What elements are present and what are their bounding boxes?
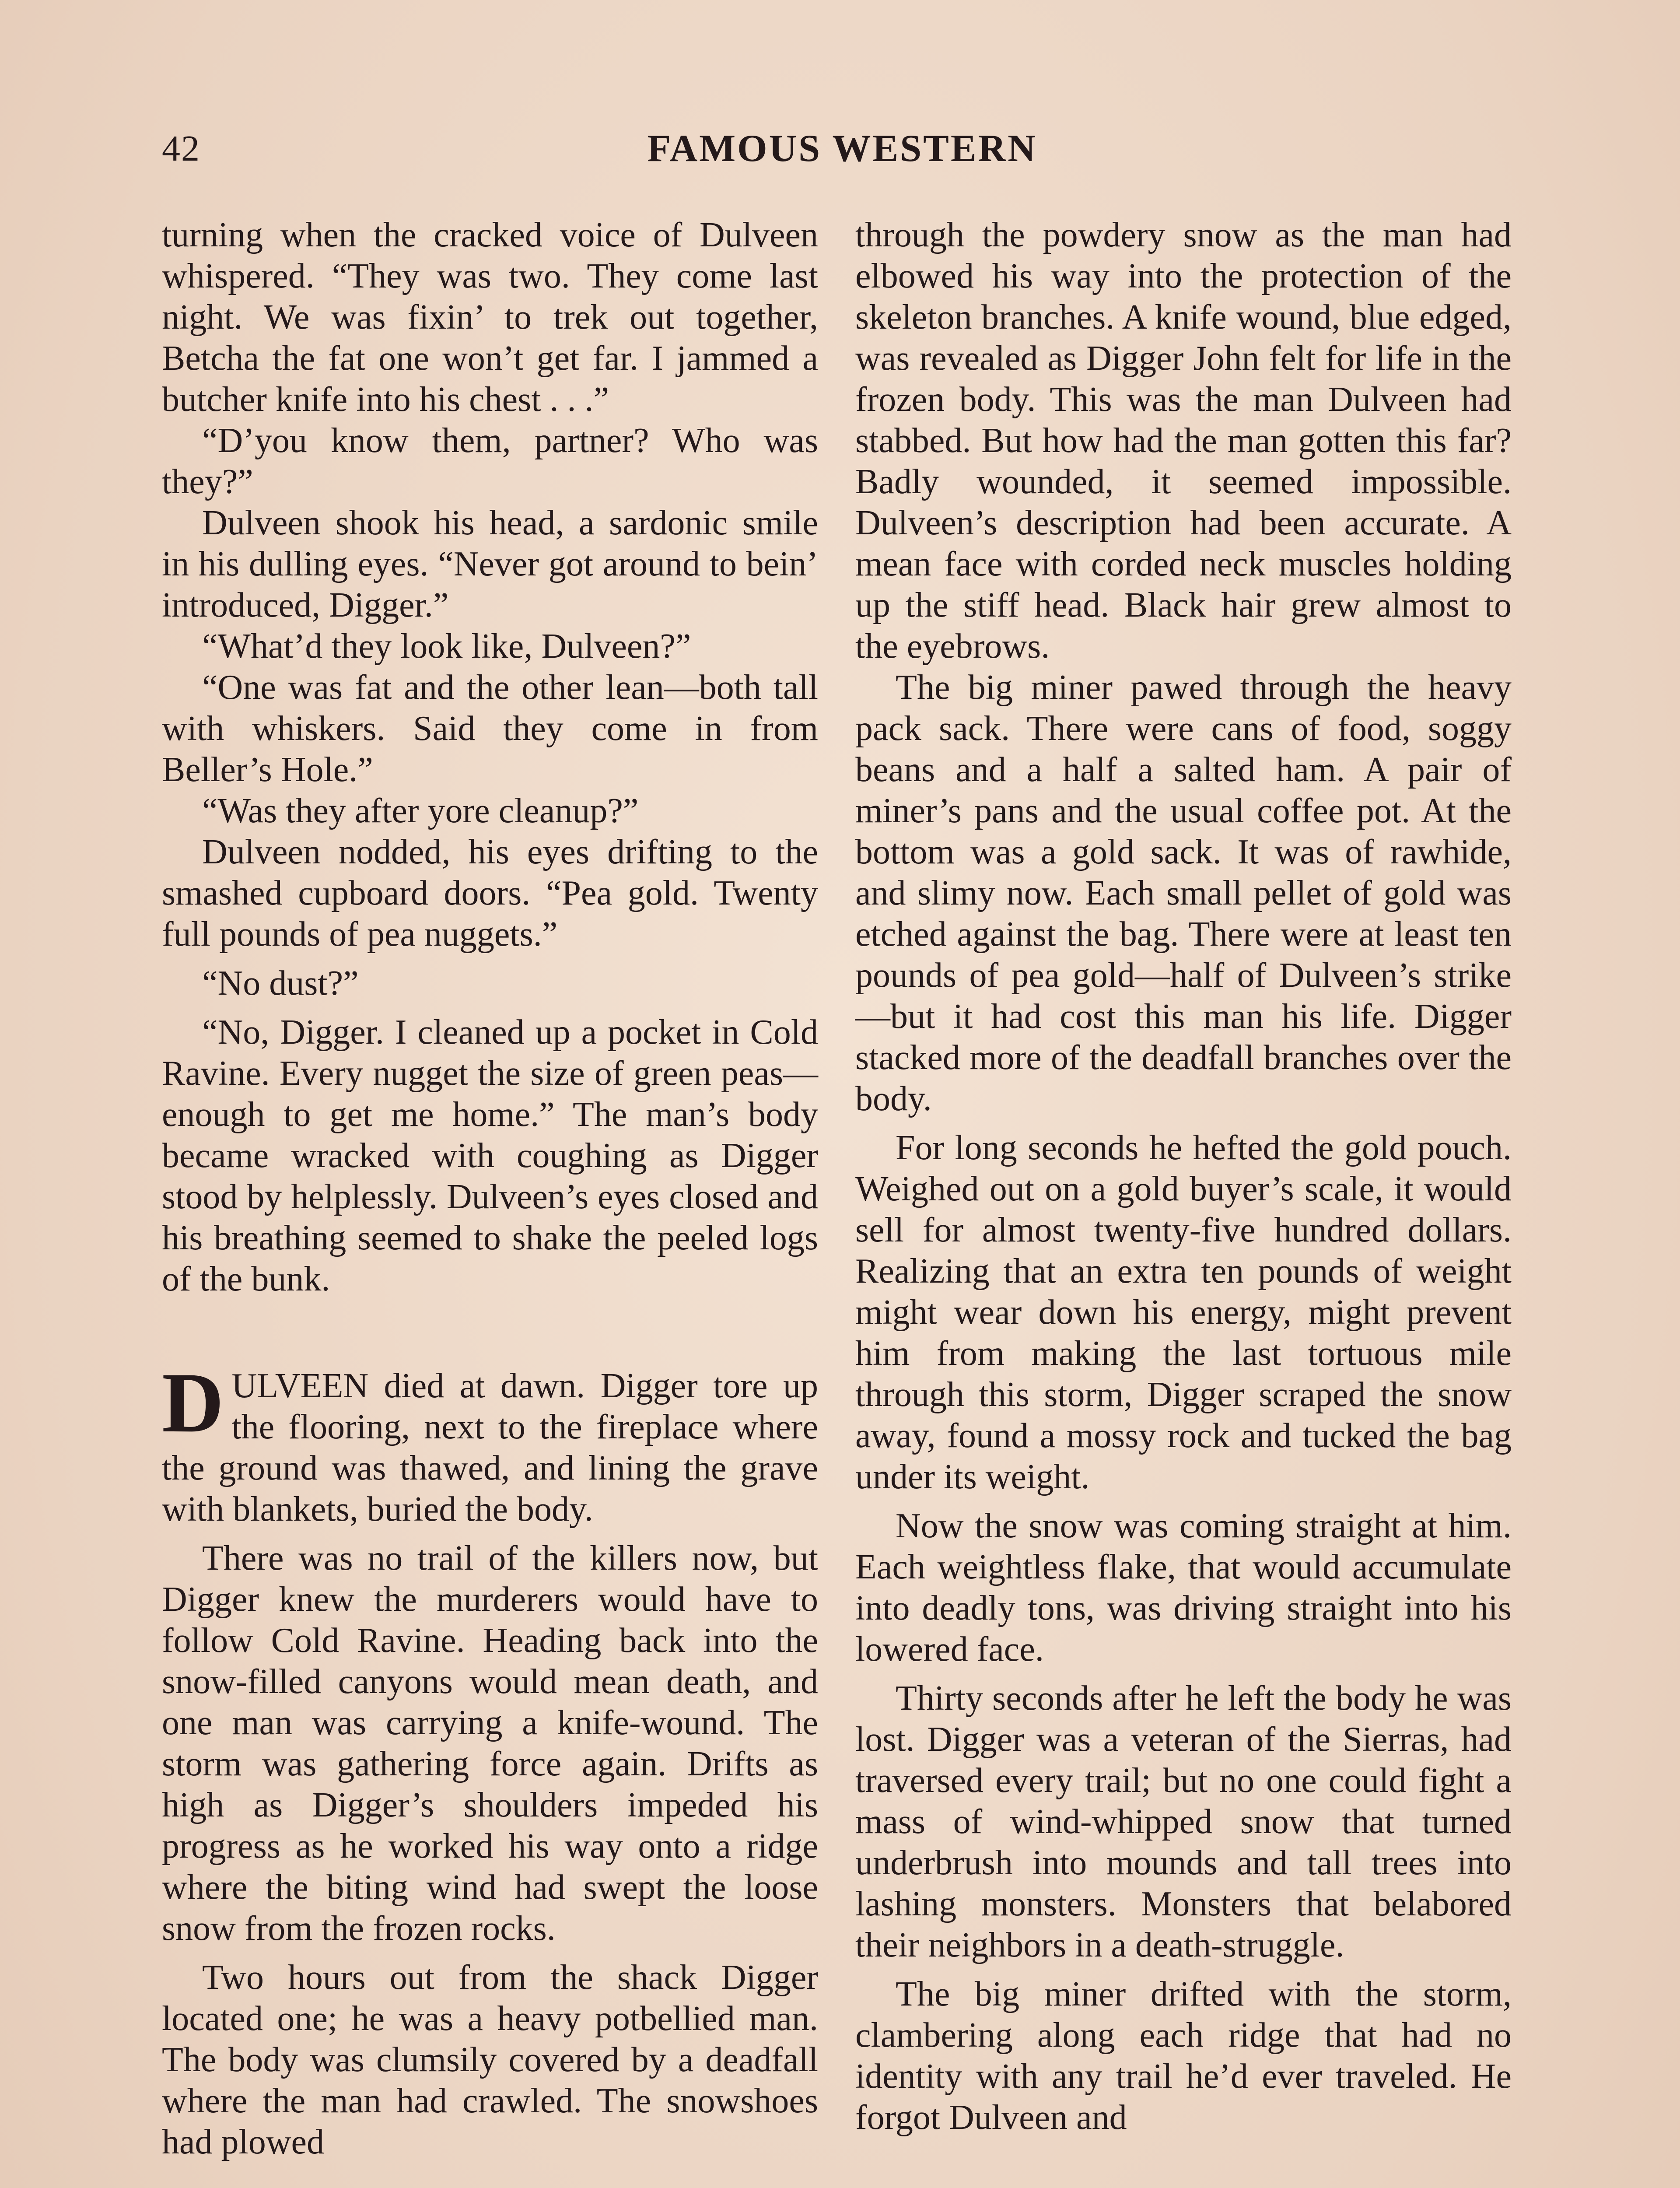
paragraph: Dulveen nodded, his eyes drifting to the smashed cupboard doors. “Pea gold. Twenty full pounds of pea nuggets.” — [162, 833, 818, 954]
paragraph: “No, Digger. I cleaned up a pocket in Cold Ravine. Every nugget the size of green peas—enough to get me home.” The man’s body became wracked with coughing as Digger stood by helplessly. Dulveen’s eyes closed and his breathing seemed to shake the peeled logs of the bunk. — [162, 1013, 818, 1298]
paragraph: There was no trail of the killers now, but Digger knew the murderers would have to follow Cold Ravine. Heading back into the snow-filled canyons would mean death, and one man was carrying a knife-wound. The storm was gathering force again. Drifts as high as Digger’s shoulders impeded his progress as he worked his way onto a ridge where the biting wind had swept the loose snow from the frozen rocks. — [162, 1539, 818, 1948]
paragraph: “D’you know them, partner? Who was they?” — [162, 421, 818, 501]
paragraph: “No dust?” — [202, 964, 359, 1003]
paragraph: Dulveen shook his head, a sardonic smile in his dulling eyes. “Never got around to bein’ introduced, Digger.” — [162, 504, 818, 624]
paragraph: turning when the cracked voice of Dulveen whispered. “They was two. They come last night. We was fixin’ to trek out together, Betcha the fat one won’t get far. I jammed a butcher knife into his chest . . .” — [162, 216, 818, 419]
paragraph: Now the snow was coming straight at him. Each weightless flake, that would accumulate into deadly tons, was driving straight into his lowered face. — [855, 1507, 1512, 1669]
paragraph: The big miner drifted with the storm, clambering along each ridge that had no identity with any trail he’d ever traveled. He forgot Dulveen and — [855, 1975, 1512, 2137]
section-opening-paragraph — [162, 1355, 818, 1530]
drop-cap: D — [162, 1355, 224, 1450]
paragraph: Two hours out from the shack Digger located one; he was a heavy potbellied man. The body was clumsily covered by a deadfall where the man had crawled. The snowshoes had plowed — [162, 1958, 818, 2161]
paragraph-text: ULVEEN died at dawn. Digger tore up the flooring, next to the fireplace where the ground was thawed, and lining the grave with blankets, buried the body. — [162, 1367, 818, 1529]
left-column — [162, 214, 818, 2163]
paragraph: “One was fat and the other lean—both tall with whiskers. Said they come in from Beller’s Hole.” — [162, 668, 818, 789]
paragraph: Thirty seconds after he left the body he was lost. Digger was a veteran of the Sierras, had traversed every trail; but no one could fight a mass of wind-whipped snow that turned underbrush into mounds and tall trees into lashing monsters. Monsters that belabored their neighbors in a death-struggle. — [855, 1679, 1512, 1964]
right-column — [855, 214, 1512, 2138]
page-number: 42 — [162, 128, 200, 169]
magazine-title: FAMOUS WESTERN — [647, 127, 1037, 170]
page-header — [162, 125, 1522, 173]
paragraph: through the powdery snow as the man had elbowed his way into the protection of the skeleton branches. A knife wound, blue edged, was revealed as Digger John felt for life in the frozen body. This was the man Dulveen had stabbed. But how had the man gotten this far? Badly wounded, it seemed impossible. Dulveen’s description had been accurate. A mean face with corded neck muscles holding up the stiff head. Black hair grew almost to the eyebrows. — [855, 216, 1512, 666]
paragraph: The big miner pawed through the heavy pack sack. There were cans of food, soggy beans and a half a salted ham. A pair of miner’s pans and the usual coffee pot. At the bottom was a gold sack. It was of rawhide, and slimy now. Each small pellet of gold was etched against the bag. There were at least ten pounds of pea gold—half of Dulveen’s strike—but it had cost this man his life. Digger stacked more of the deadfall branches over the body. — [855, 668, 1512, 1118]
paragraph: “What’d they look like, Dulveen?” — [202, 627, 691, 666]
paragraph: “Was they after yore cleanup?” — [202, 792, 639, 830]
paragraph: For long seconds he hefted the gold pouch. Weighed out on a gold buyer’s scale, it would sell for almost twenty-five hundred dollars. Realizing that an extra ten pounds of weight might wear down his energy, might prevent him from making the last tortuous mile through this storm, Digger scraped the snow away, found a mossy rock and tucked the bag under its weight. — [855, 1129, 1512, 1496]
